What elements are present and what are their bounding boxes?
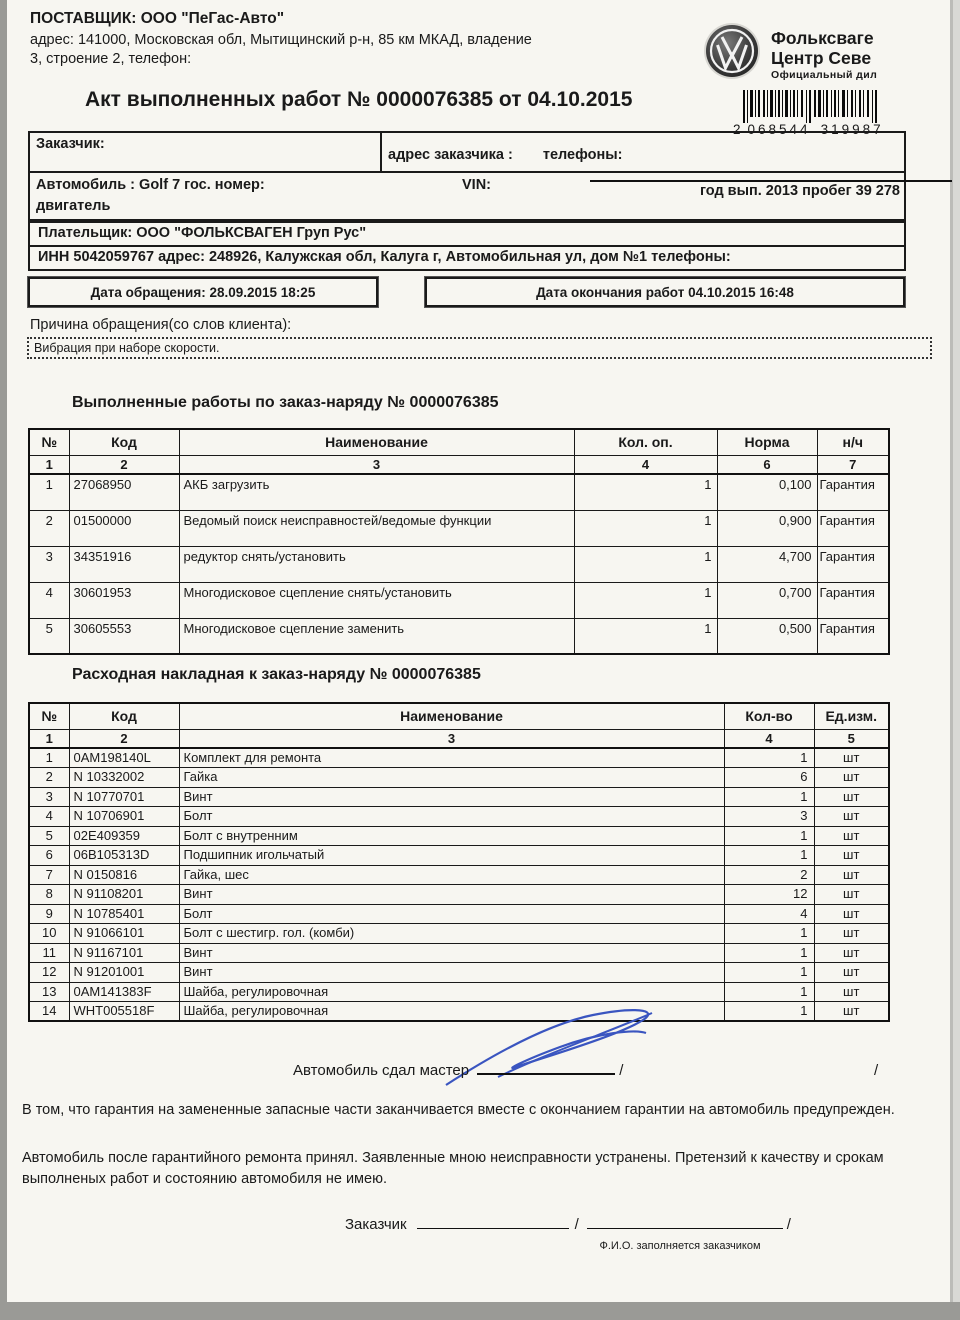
unit-cell: шт (814, 982, 889, 1002)
num-cell: 9 (29, 904, 69, 924)
qty-cell: 1 (724, 943, 814, 963)
code-cell: 06B105313D (69, 846, 179, 866)
code-cell: N 0150816 (69, 865, 179, 885)
supplier-block (30, 10, 630, 69)
barcode-digit-lead: 2 (733, 122, 741, 137)
table-row (29, 474, 889, 510)
slash: / (574, 1216, 579, 1233)
name-cell: АКБ загрузить (179, 474, 574, 510)
supplier-address-line2: 3, строение 2, телефон: (30, 51, 192, 67)
parts-col-num: № (29, 703, 69, 729)
unit-cell: шт (814, 748, 889, 768)
works-header-row (29, 429, 889, 455)
customer-sign-label: Заказчик (345, 1216, 407, 1233)
engine-label: двигатель (36, 198, 111, 214)
customer-sign-line (345, 1216, 791, 1233)
signature-blank-line (477, 1062, 615, 1075)
num-cell: 12 (29, 963, 69, 983)
unit-cell: шт (814, 865, 889, 885)
barcode-digit-group1: 068544 (747, 122, 811, 137)
unit-cell: шт (814, 787, 889, 807)
reason-label: Причина обращения(со слов клиента): (30, 317, 292, 333)
parts-col-unit: Ед.изм. (814, 703, 889, 729)
warranty-note: В том, что гарантия на замененные запасные части заканчивается вместе с окончанием гарантии на автомобиль предупрежден. (22, 1102, 895, 1118)
qty-cell: 3 (724, 807, 814, 827)
code-cell: N 91201001 (69, 963, 179, 983)
code-cell: N 91108201 (69, 885, 179, 905)
name-cell: Гайка (179, 768, 724, 788)
dealer-name-line1: Фольксваге (771, 28, 874, 48)
vin-label: VIN: (462, 177, 491, 193)
supplier-address-line1: адрес: 141000, Московская обл, Мытищинский р-н, 85 км МКАД, владение (30, 32, 532, 48)
works-col-norm: Норма (717, 429, 817, 455)
num-cell: 5 (29, 618, 69, 654)
num-cell: 2 (29, 768, 69, 788)
qty-cell: 1 (574, 582, 717, 618)
code-cell: 34351916 (69, 546, 179, 582)
unit-cell: шт (814, 963, 889, 983)
barcode-digit-group2: 319987 (820, 122, 884, 137)
code-cell: WHT005518F (69, 1002, 179, 1022)
table-row (29, 904, 889, 924)
code-cell: N 10770701 (69, 787, 179, 807)
unit-cell: шт (814, 904, 889, 924)
unit-cell: Гарантия (817, 582, 889, 618)
code-cell: N 10785401 (69, 904, 179, 924)
name-cell: Ведомый поиск неисправностей/ведомые функции (179, 510, 574, 546)
name-cell: Болт (179, 904, 724, 924)
num-cell: 1 (29, 474, 69, 510)
dealer-name-line2: Центр Севе (771, 48, 872, 68)
qty-cell: 1 (724, 846, 814, 866)
name-cell: Подшипник игольчатый (179, 846, 724, 866)
norm-cell: 4,700 (717, 546, 817, 582)
table-row (29, 924, 889, 944)
code-cell: N 10706901 (69, 807, 179, 827)
num-cell: 3 (29, 787, 69, 807)
handover-label: Автомобиль сдал мастер (293, 1062, 470, 1079)
qty-cell: 2 (724, 865, 814, 885)
qty-cell: 1 (724, 1002, 814, 1022)
slash: / (786, 1216, 791, 1233)
name-cell: редуктор снять/установить (179, 546, 574, 582)
colnum: 3 (179, 729, 724, 748)
qty-cell: 1 (574, 546, 717, 582)
colnum: 4 (724, 729, 814, 748)
table-row (29, 982, 889, 1002)
name-cell: Многодисковое сцепление заменить (179, 618, 574, 654)
vehicle-row (30, 171, 904, 219)
norm-cell: 0,500 (717, 618, 817, 654)
name-cell: Шайба, регулировочная (179, 982, 724, 1002)
colnum: 2 (69, 729, 179, 748)
colnum: 1 (29, 455, 69, 474)
qty-cell: 1 (724, 963, 814, 983)
code-cell: 0AM141383F (69, 982, 179, 1002)
works-col-unit: н/ч (817, 429, 889, 455)
colnum: 2 (69, 455, 179, 474)
qty-cell: 1 (724, 826, 814, 846)
unit-cell: шт (814, 924, 889, 944)
qty-cell: 1 (574, 474, 717, 510)
customer-vehicle-box (28, 131, 906, 221)
num-cell: 3 (29, 546, 69, 582)
customer-label: Заказчик: (30, 133, 382, 171)
works-col-num: № (29, 429, 69, 455)
num-cell: 14 (29, 1002, 69, 1022)
qty-cell: 1 (724, 982, 814, 1002)
works-colnum-row (29, 455, 889, 474)
fio-blank-line (587, 1216, 783, 1229)
works-col-code: Код (69, 429, 179, 455)
num-cell: 6 (29, 846, 69, 866)
document-title: Акт выполненных работ № 0000076385 от 04.10.2015 (85, 88, 633, 111)
parts-section-title: Расходная накладная к заказ-наряду № 0000076385 (72, 666, 481, 683)
table-row (29, 582, 889, 618)
slash: / (874, 1062, 879, 1079)
code-cell: 02E409359 (69, 826, 179, 846)
norm-cell: 0,700 (717, 582, 817, 618)
date-end-box: Дата окончания работ 04.10.2015 16:48 (425, 277, 905, 307)
num-cell: 2 (29, 510, 69, 546)
code-cell: 30601953 (69, 582, 179, 618)
num-cell: 10 (29, 924, 69, 944)
date-start-box: Дата обращения: 28.09.2015 18:25 (28, 277, 378, 307)
acceptance-note: Автомобиль после гарантийного ремонта принял. Заявленные мною неисправности устранены. Претензий к качеству и срокам выполненых работ и состоянию автомобиля не имею. (22, 1150, 884, 1187)
colnum: 6 (717, 455, 817, 474)
num-cell: 4 (29, 582, 69, 618)
num-cell: 4 (29, 807, 69, 827)
norm-cell: 0,900 (717, 510, 817, 546)
num-cell: 5 (29, 826, 69, 846)
norm-cell: 0,100 (717, 474, 817, 510)
num-cell: 13 (29, 982, 69, 1002)
table-row (29, 943, 889, 963)
colnum: 5 (814, 729, 889, 748)
name-cell: Винт (179, 943, 724, 963)
table-row (29, 546, 889, 582)
colnum: 4 (574, 455, 717, 474)
unit-cell: Гарантия (817, 618, 889, 654)
code-cell: N 91167101 (69, 943, 179, 963)
qty-cell: 1 (724, 787, 814, 807)
qty-cell: 1 (574, 510, 717, 546)
name-cell: Винт (179, 787, 724, 807)
dealer-logo-block (703, 22, 955, 94)
code-cell: 01500000 (69, 510, 179, 546)
qty-cell: 6 (724, 768, 814, 788)
vw-logo-icon (703, 22, 761, 85)
code-cell: 0AM198140L (69, 748, 179, 768)
parts-colnum-row (29, 729, 889, 748)
works-col-name: Наименование (179, 429, 574, 455)
num-cell: 11 (29, 943, 69, 963)
table-row (29, 787, 889, 807)
name-cell: Болт (179, 807, 724, 827)
num-cell: 8 (29, 885, 69, 905)
parts-header-row (29, 703, 889, 729)
code-cell: N 10332002 (69, 768, 179, 788)
slash: / (619, 1062, 624, 1079)
unit-cell: шт (814, 943, 889, 963)
colnum: 7 (817, 455, 889, 474)
dealer-subtitle: Официальный дил (771, 69, 878, 81)
customer-address-label: адрес заказчика : (388, 147, 513, 163)
name-cell: Болт с шестигр. гол. (комби) (179, 924, 724, 944)
unit-cell: шт (814, 826, 889, 846)
vehicle-year-mileage: год вып. 2013 пробег 39 278 (699, 183, 900, 199)
works-col-qty: Кол. оп. (574, 429, 717, 455)
name-cell: Комплект для ремонта (179, 748, 724, 768)
qty-cell: 1 (724, 924, 814, 944)
qty-cell: 12 (724, 885, 814, 905)
colnum: 3 (179, 455, 574, 474)
supplier-name: ПОСТАВЩИК: ООО "ПеГас-Авто" (30, 10, 285, 27)
name-cell: Гайка, шес (179, 865, 724, 885)
qty-cell: 1 (574, 618, 717, 654)
payer-inn-address-box: ИНН 5042059767 адрес: 248926, Калужская обл, Калуга г, Автомобильная ул, дом №1 телефоны: (28, 245, 906, 271)
unit-cell: Гарантия (817, 474, 889, 510)
works-table (28, 428, 890, 655)
vehicle-model-line: Автомобиль : Golf 7 гос. номер: (36, 177, 265, 193)
parts-col-qty: Кол-во (724, 703, 814, 729)
name-cell: Шайба, регулировочная (179, 1002, 724, 1022)
unit-cell: шт (814, 885, 889, 905)
table-row (29, 885, 889, 905)
parts-col-code: Код (69, 703, 179, 729)
barcode-bars (733, 90, 893, 124)
name-cell: Винт (179, 963, 724, 983)
code-cell: 30605553 (69, 618, 179, 654)
table-row (29, 618, 889, 654)
num-cell: 7 (29, 865, 69, 885)
signature-blank-line (417, 1216, 569, 1229)
code-cell: 27068950 (69, 474, 179, 510)
table-row (29, 768, 889, 788)
reason-value-box: Вибрация при наборе скорости. (27, 337, 932, 359)
handover-line (293, 1062, 623, 1079)
table-row (29, 865, 889, 885)
num-cell: 1 (29, 748, 69, 768)
name-cell: Болт с внутренним (179, 826, 724, 846)
payer-name-box: Плательщик: ООО "ФОЛЬКСВАГЕН Груп Рус" (28, 221, 906, 247)
unit-cell: Гарантия (817, 510, 889, 546)
unit-cell: Гарантия (817, 546, 889, 582)
qty-cell: 1 (724, 748, 814, 768)
table-row (29, 807, 889, 827)
table-row (29, 846, 889, 866)
parts-col-name: Наименование (179, 703, 724, 729)
barcode (733, 90, 898, 137)
customer-phones-label: телефоны: (542, 147, 623, 163)
name-cell: Винт (179, 885, 724, 905)
unit-cell: шт (814, 846, 889, 866)
scan-edge (953, 0, 960, 1302)
unit-cell: шт (814, 768, 889, 788)
name-cell: Многодисковое сцепление снять/установить (179, 582, 574, 618)
table-row (29, 510, 889, 546)
table-row (29, 826, 889, 846)
fio-caption: Ф.И.О. заполняется заказчиком (599, 1240, 761, 1252)
table-row (29, 963, 889, 983)
unit-cell: шт (814, 1002, 889, 1022)
qty-cell: 4 (724, 904, 814, 924)
unit-cell: шт (814, 807, 889, 827)
parts-table (28, 702, 890, 1022)
vin-redaction-line (590, 180, 952, 182)
works-section-title: Выполненные работы по заказ-наряду № 0000076385 (72, 394, 499, 411)
colnum: 1 (29, 729, 69, 748)
table-row (29, 748, 889, 768)
code-cell: N 91066101 (69, 924, 179, 944)
